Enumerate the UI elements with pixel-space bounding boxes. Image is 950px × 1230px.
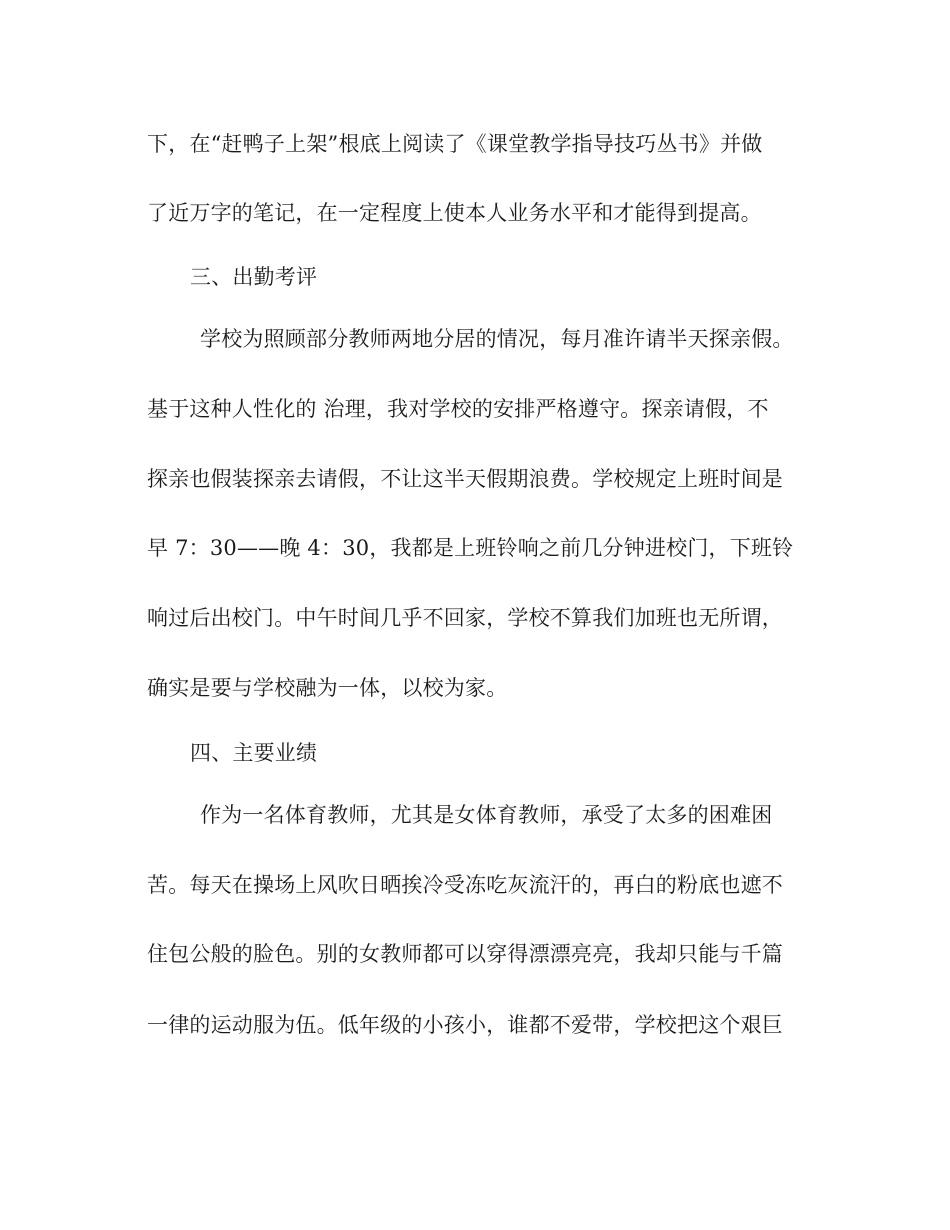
- body-text-line: 下，在“赶鸭子上架”根底上阅读了《课堂教学指导技巧丛书》并做: [147, 132, 763, 156]
- body-text-line: 学校为照顾部分教师两地分居的情况，每月准许请半天探亲假。: [200, 327, 794, 351]
- body-text-line: 了近万字的笔记，在一定程度上使本人业务水平和才能得到提高。: [147, 201, 762, 225]
- body-text-line: 响过后出校门。中午时间几乎不回家，学校不算我们加班也无所谓，: [147, 606, 783, 630]
- body-text-line: 作为一名体育教师，尤其是女体育教师，承受了太多的困难困: [200, 803, 773, 827]
- body-text-line: 基于这种人性化的 治理，我对学校的安排严格遵守。探亲请假，不: [147, 397, 769, 421]
- body-text-line: 确实是要与学校融为一体，以校为家。: [147, 676, 508, 700]
- body-text-line: 苦。每天在操场上风吹日晒挨冷受冻吃灰流汗的，再白的粉底也遮不: [147, 873, 783, 897]
- body-text-line: 探亲也假装探亲去请假，不让这半天假期浪费。学校规定上班时间是: [147, 467, 783, 491]
- body-text-line: 住包公般的脸色。别的女教师都可以穿得漂漂亮亮，我却只能与千篇: [147, 942, 783, 966]
- body-text-line: 一律的运动服为伍。低年级的小孩小，谁都不爱带，学校把这个艰巨: [147, 1013, 783, 1037]
- section-heading-attendance: 三、出勤考评: [190, 265, 318, 289]
- body-text-line: 早 7：30——晚 4：30，我都是上班铃响之前几分钟进校门，下班铃: [147, 536, 794, 560]
- section-heading-achievements: 四、主要业绩: [190, 741, 318, 765]
